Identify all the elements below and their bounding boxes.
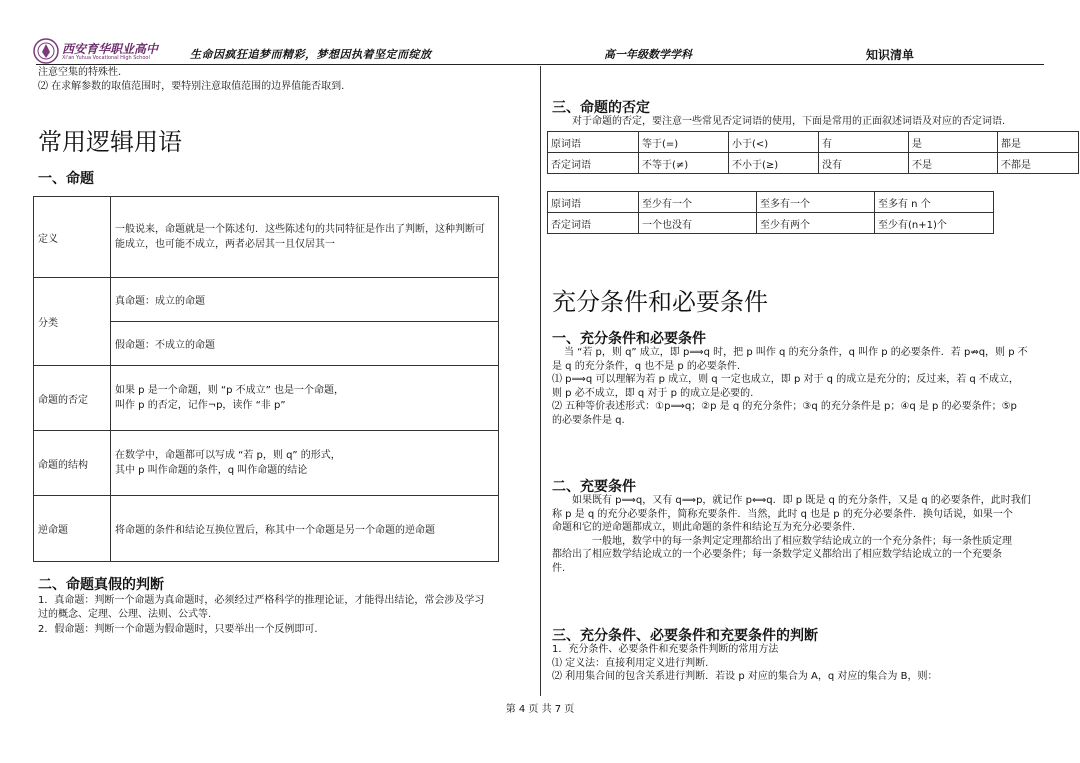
negation-intro: 对于命题的否定，要注意一些常见否定词语的使用，下面是常用的正面叙述词语及对应的否定词语. <box>572 116 1006 127</box>
row-label-classification: 分类 <box>34 278 111 366</box>
school-name-en: Xi'an Yuhua Vocational High School <box>62 55 150 61</box>
para-line: 的必要条件是 q. <box>552 414 625 426</box>
para-line: ⑵ 利用集合间的包含关系进行判断．若设 p 对应的集合为 A，q 对应的集合为 B，则： <box>552 671 938 682</box>
para-line: ⑴ p⟹q 可以理解为若 p 成立，则 q 一定也成立，即 p 对于 q 的成立是充分的；反过来，若 q 不成立， <box>552 374 1019 385</box>
section-title-sufficient-necessary: 一、充分条件和必要条件 <box>552 331 706 347</box>
intro-line-2: ⑵ 在求解参数的取值范围时，要特别注意取值范围的边界值能否取到. <box>38 81 345 92</box>
table-cell: 原词语 <box>548 192 639 213</box>
table-cell: 否定词语 <box>548 213 639 234</box>
para-line: 都给出了相应数学结论成立的一个必要条件；每一条数学定义都给出了相应数学结论成立的一个充要条 <box>552 549 1002 560</box>
table-cell: 不是 <box>909 153 998 174</box>
table-cell: 都是 <box>998 132 1079 153</box>
para-line: ⑵ 五种等价表述形式：①p⟹q；②p 是 q 的充分条件；③q 的充分条件是 p；④q 是 p 的必要条件；⑤p <box>552 401 1017 412</box>
table-cell: 等于(=) <box>639 132 729 153</box>
section-title-truth: 二、命题真假的判断 <box>38 577 164 593</box>
para-line: 件. <box>552 562 566 574</box>
truth-line-1: 1．真命题：判断一个命题为真命题时，必须经过严格科学的推理论证，才能得出结论，常会涉及学习 <box>38 595 485 606</box>
chapter-title: 常用逻辑用语 <box>38 128 182 156</box>
false-proposition-text: 假命题：不成立的命题 <box>111 322 499 366</box>
true-proposition-text: 真命题：成立的命题 <box>111 278 499 322</box>
table-cell: 至少有两个 <box>757 213 875 234</box>
table-row <box>548 153 1079 174</box>
para-line: ⑴ 定义法：直接利用定义进行判断. <box>552 657 709 669</box>
converse-text: 将命题的条件和结论互换位置后，称其中一个命题是另一个命题的逆命题 <box>111 496 499 562</box>
para-line: 当 “若 p，则 q” 成立，即 p⟹q 时，把 p 叫作 q 的充分条件，q 叫作 p 的必要条件．若 p⇏q，则 p 不 <box>564 347 1028 358</box>
school-motto: 生命因疯狂追梦而精彩，梦想因执着坚定而绽放 <box>190 48 432 61</box>
definition-text: 一般说来，命题就是一个陈述句．这些陈述句的共同特征是作出了判断，这种判断可能成立，也可能不成立，两者必居其一且仅居其一 <box>111 197 499 278</box>
table-cell: 至多有一个 <box>757 192 875 213</box>
section-title-proposition: 一、命题 <box>38 171 94 187</box>
table-cell: 有 <box>819 132 909 153</box>
column-divider <box>540 66 541 696</box>
para-line: 一般地，数学中的每一条判定定理都给出了相应数学结论成立的一个充分条件；每一条性质定理 <box>592 535 1012 547</box>
negation-text <box>111 366 499 431</box>
table-cell: 没有 <box>819 153 909 174</box>
table-cell: 不等于(≠) <box>639 153 729 174</box>
table-cell: 是 <box>909 132 998 153</box>
table-cell: 不小于(≥) <box>729 153 819 174</box>
document-type: 知识清单 <box>866 48 915 62</box>
truth-line-3: 2．假命题：判断一个命题为假命题时，只要举出一个反例即可. <box>38 624 318 635</box>
row-label-negation: 命题的否定 <box>34 366 111 431</box>
table-row <box>548 213 994 234</box>
intro-line-1: 注意空集的特殊性. <box>38 67 122 78</box>
table-cell: 原词语 <box>548 132 639 153</box>
para-line: 1．充分条件、必要条件和充要条件判断的常用方法 <box>552 644 779 655</box>
negation-text-line-1: 如果 p 是一个命题，则 “p 不成立” 也是一个命题， <box>115 385 344 396</box>
table-cell: 否定词语 <box>548 153 639 174</box>
structure-text-line-2: 其中 p 叫作命题的条件，q 叫作命题的结论 <box>115 465 308 476</box>
structure-text-line-1: 在数学中，命题都可以写成 “若 p，则 q” 的形式， <box>115 450 341 461</box>
table-cell: 至多有 n 个 <box>875 192 994 213</box>
row-label-structure: 命题的结构 <box>34 431 111 496</box>
para-line: 如果既有 p⟹q，又有 q⟹p，就记作 p⟺q．即 p 既是 q 的充分条件，又是 q 的必要条件，此时我们 <box>572 495 1031 506</box>
subject-label: 高一年级数学学科 <box>604 48 692 61</box>
table-cell: 小于(<) <box>729 132 819 153</box>
section-title-judgement: 三、充分条件、必要条件和充要条件的判断 <box>552 628 818 644</box>
structure-text <box>111 431 499 496</box>
page-header <box>0 0 1080 66</box>
negation-words-table-2 <box>547 191 994 234</box>
table-cell: 至少有(n+1)个 <box>875 213 994 234</box>
negation-words-table-1 <box>547 131 1079 174</box>
iff-paragraph <box>552 494 1044 575</box>
table-cell: 一个也没有 <box>639 213 757 234</box>
section-title-negation: 三、命题的否定 <box>552 100 650 116</box>
para-line: 命题和它的逆命题都成立，则此命题的条件和结论互为充分必要条件. <box>552 522 856 533</box>
chapter-title-conditions: 充分条件和必要条件 <box>552 288 768 316</box>
table-row <box>548 132 1079 153</box>
table-cell: 不都是 <box>998 153 1079 174</box>
judgement-paragraph <box>552 643 1044 684</box>
para-line: 则 p 必不成立，即 q 对于 p 的成立是必要的. <box>552 387 754 399</box>
table-row <box>548 192 994 213</box>
section-title-iff: 二、充要条件 <box>552 479 636 495</box>
row-label-converse: 逆命题 <box>34 496 111 562</box>
truth-line-2: 过的概念、定理、公理、法则、公式等. <box>38 609 212 620</box>
row-label-definition: 定义 <box>34 197 111 278</box>
school-name: 西安育华职业高中 <box>62 42 159 56</box>
school-logo <box>33 38 59 64</box>
para-line: 称 p 是 q 的充分必要条件，简称充要条件．当然，此时 q 也是 p 的充分必要条件．换句话说，如果一个 <box>552 508 1013 520</box>
sufficient-necessary-paragraph <box>552 346 1044 427</box>
table-cell: 至少有一个 <box>639 192 757 213</box>
page-number: 第 4 页 共 7 页 <box>505 704 575 715</box>
negation-text-line-2: 叫作 p 的否定，记作¬p，读作 “非 p” <box>115 400 286 411</box>
para-line: 是 q 的充分条件，q 也不是 p 的必要条件. <box>552 360 741 372</box>
proposition-table <box>33 196 499 562</box>
header-divider <box>36 64 1044 65</box>
